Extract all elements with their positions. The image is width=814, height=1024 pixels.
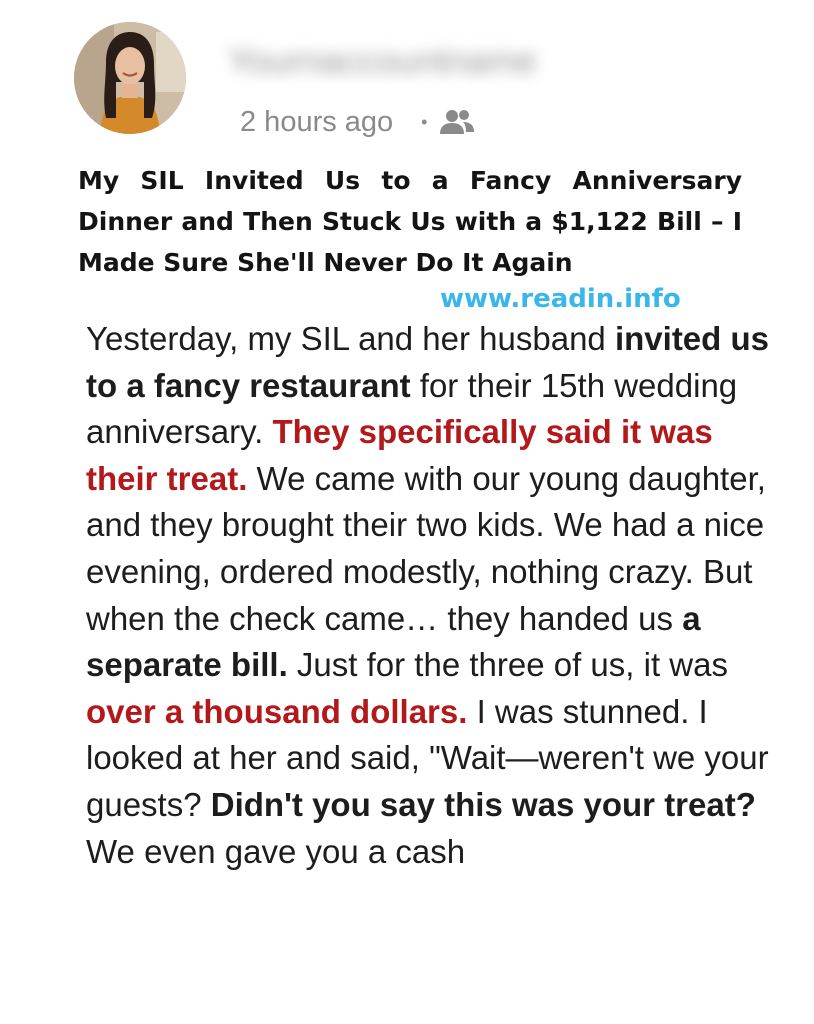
avatar-photo	[74, 22, 186, 134]
story-text	[86, 316, 776, 875]
headline-line: Dinner and Then Stuck Us with a $1,122 Bill	[78, 207, 702, 236]
headline-line: My SIL Invited Us to a Fancy Anniversary	[78, 166, 742, 195]
story-bold-segment: Didn't you say this was your treat?	[210, 785, 756, 823]
story-segment: I was stunned. I looked at her and said, "Wait—weren't we your guests?	[86, 692, 769, 823]
story-segment: Yesterday, my SIL and her husband	[86, 320, 606, 357]
story-segment: We came with our young daughter, and they brought their two kids. We had a nice evening, ordered modestly, nothing crazy. But when the check came… they handed us	[86, 459, 766, 637]
headline-line: – I Made Sure She'll Never Do It Again	[78, 207, 742, 277]
group-icon[interactable]	[439, 107, 475, 137]
post-timestamp[interactable]: 2 hours ago	[240, 105, 394, 138]
story-bold-segment: a separate bill.	[86, 599, 701, 684]
story-highlight-segment: They specifically said it was their treat.	[86, 413, 713, 497]
story-highlight-segment: over a thousand dollars.	[86, 692, 468, 730]
author-avatar[interactable]	[74, 22, 186, 134]
post-meta	[240, 102, 475, 142]
story-bold-segment: invited us to a fancy restaurant	[86, 320, 769, 404]
story-segment: Just for the three of us, it was	[287, 646, 728, 684]
author-name[interactable]: Yournaccountname	[228, 40, 537, 81]
story-segment: We even gave you a cash	[86, 832, 466, 870]
post-headline[interactable]	[78, 160, 742, 283]
site-watermark: www.readin.info	[440, 284, 681, 314]
story-segment: for their 15th wedding anniversary.	[86, 366, 738, 451]
meta-separator: •	[421, 111, 428, 132]
